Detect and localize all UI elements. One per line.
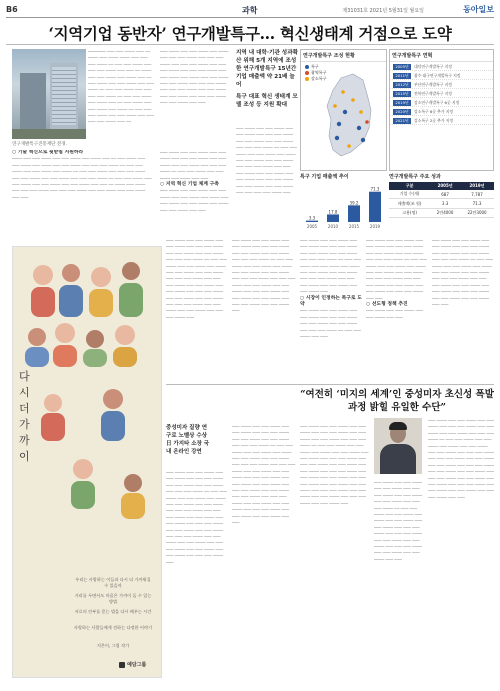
lede-line-1: 지역 내 대학·기관 성과확산 위해 5개 지역에 조성한 연구개발특구 15년간 기업 매출액 약 21배 늘어 — [236, 50, 299, 88]
timeline-title: 연구개발특구 연혁 — [390, 50, 493, 62]
timeline-year: 2011년 — [393, 73, 411, 79]
stats-table — [389, 182, 494, 218]
page-header — [6, 4, 494, 18]
bar — [306, 221, 318, 222]
publisher-name: 예담그룹 — [127, 662, 147, 668]
headline-divider — [6, 44, 494, 45]
stats-cell: 71.3 — [460, 199, 494, 208]
stats-row — [389, 208, 494, 217]
timeline-event: 광주·대구연구개발특구 지정 — [414, 73, 461, 78]
publisher-logo-icon — [119, 662, 125, 668]
ad-title-char: 이 — [19, 450, 30, 463]
ad-copy-1: 우리는 사랑하는 이들과 다시 더 가까워질 수 있을까 — [75, 577, 151, 588]
article-column-3: ─── ──── ─── ─── ──── ─── ─── ──── ─── ─── ─── ──── ─── ─── ──── ─── ─── ──── ─── ─── ─── ──── ── ─── ─── ──── ─── ─── ──── ─── ──── ─── ─── ──── ─── ─── ──── ─── ─── ─── ──── ─── ─── ─── ──── ─── ─── ──── ─── ─── ──── ─── ─── ─── ──── ─── ─── ──── ─── ─── ──── ─── ─── ─── ─── ──── ─── — [236, 126, 297, 196]
stats-cell: 고용(명) — [389, 208, 430, 217]
timeline-event: 대덕연구개발특구 지정 — [414, 64, 452, 69]
timeline-row — [390, 116, 493, 125]
interview-column-3: ─── ──── ─── ─── ──── ─── ─── ──── ─── ─── ─── ──── ─── ─── ──── ─── ─── ──── ─── ─── ─── ──── ── ─── ─── ──── ─── ─── ──── ─── ──── ─── ─── ──── ─── ─── ──── ─── ─── ─── ──── ─── ─── ─── ──── ─── ─── ──── ─── ─── ──── ─── ─── ─── ──── ─── ─── ──── ─── ─── ──── ─── ─── ─── ──── ─── ─── ──── ─── ─── ──── ─── ─── ─── ──── ─── ─── ──── ─── ─── ──── ─── ─── ─── ──── ─── ─── ──── ─── — [300, 424, 369, 506]
stats-header: 구분 — [389, 182, 430, 190]
section-name: 과학 — [242, 6, 258, 15]
x-tick-label: 2015 — [348, 224, 360, 229]
timeline-year: 2012년 — [393, 82, 411, 88]
ad-illustration-2 — [13, 373, 163, 573]
newspaper-logo: 동아일보 — [463, 4, 494, 14]
stats-row — [389, 199, 494, 208]
interview-headline: 중성미자 질량 연구로 노벨상 수상 日 가지타 소장 국내 온라인 강연 — [166, 425, 210, 455]
ad-illustration — [13, 247, 163, 367]
building-photo — [12, 49, 86, 139]
bar — [327, 214, 339, 222]
page-number: B6 — [6, 5, 18, 14]
article-column-2: ─── ──── ─── ─── ──── ─── ─── ──── ─── ─── ─── ──── ─── ─── ──── ─── ─── ──── ─── ─── ─── ──── ── ─── ─── ──── ─── ─── ──── ─── ──── ─── ─── ○ 지역 혁신 기업 체계 구축 ─── ──── ─── ─── ──── ─── ─── ──── ─── ─── ──── ─── ──── ─── ─── ──── ─── ─── ──── ─── ──── ─── ─── ──── ─── ─── — [160, 150, 232, 234]
stats-cell: 7,787 — [460, 190, 494, 199]
article-column-6: ─── ──── ─── ─── ──── ─── ─── ──── ─── ─── ─── ──── ─── ─── ──── ─── ─── ──── ─── ─── ─── ──── ── ─── ─── ──── ─── ─── ──── ─── ──── ─── ─── ──── ─── ─── ──── ─── ─── ─── ──── ─── ─── ─── ──── ─── ─── ──── ─── ─── ──── ─── ─── ─── ──── ─── ─── ──── ─── ─── ──── ─── ─── — [432, 238, 493, 308]
ad-publisher — [119, 661, 146, 668]
article-column-2-top: ─── ──── ─── ─── ──── ─── ──── ─── ─── ─── ──── ─── ─── ─── ──── ─── ─── ─── ──── ─── ─── ─── ──── ─── ─── ─── ──── ─── ─── ──── ─── ──── ─── ─── ──── ─── ─── ──── ─── ─── ─── ──── ─── ─── ─── ──── ─── ─── ──── ─── ─── ──── ─── ─── ─── ──── ─── ─── ──── ─── ─── — [160, 49, 229, 106]
article-column-8: ─── ──── ─── ─── ──── ─── ─── ──── ─── ─── ─── ──── ─── ─── ──── ─── ─── ──── ─── ─── ─── ──── ── ─── ─── ──── ─── ─── ──── ─── ──── ─── ─── ──── ─── ─── ──── ─── ─── ─── ──── ─── ─── ─── ──── ─── ─── ──── ─── ─── ──── ─── ─── ─── ──── ─── ─── ──── ─── ─── ──── ─── ─── ─── ──── ─── ─── ──── ─── — [232, 238, 296, 314]
section-divider — [166, 384, 494, 385]
ad-copy-2: 거리를 두면서도 마음은 가까이 둘 수 있는 방법 — [74, 593, 152, 604]
article-subhead-1: ○ 기술 혁신으로 뒷받침 지원하라 — [12, 150, 84, 155]
ad-author: 지은이, 그림 작가 — [96, 643, 130, 648]
scientist-portrait — [374, 418, 422, 474]
stats-cell: 기업 수(개) — [389, 190, 430, 199]
article-column-4: ─── ──── ─── ─── ──── ─── ─── ──── ─── ─── ─── ──── ─── ─── ──── ─── ─── ──── ─── ─── ─── ──── ── ─── ─── ──── ─── ─── ──── ─── ──── ─── ─── ──── ─── ─── ──── ─── ─── ─── ──── ─── ─── ─── ──── ─── ─── ──── ─── ─── ──── ─── ○ 시장이 인정하는 특구로 도약 ─── ──── ─── ─── ──── ─── ─── ──── ─── ─── ─── ──── ─── ─── ──── ─── ─── ──── ─── ─── ─── ──── ── ─── ─── ──── ─── ─── — [300, 238, 362, 340]
article-column-7: ─── ──── ─── ─── ──── ─── ─── ──── ─── ─── ─── ──── ─── ─── ──── ─── ─── ──── ─── ─── ─── ──── ── ─── ─── ──── ─── ─── ──── ─── ──── ─── ─── ──── ─── ─── ──── ─── ─── ─── ──── ─── ─── ─── ──── ─── ─── ──── ─── ─── ──── ─── ─── ─── ──── ─── ─── ──── ─── ─── ──── ─── ─── ─── ──── ─── ─── ──── ─── ─── ──── ─── ─── ─── ──── ─── — [166, 238, 227, 320]
ad-title-char: 더 — [19, 402, 30, 415]
timeline-event: 강소특구 6곳 추가 지정 — [414, 109, 454, 114]
timeline-list — [390, 62, 493, 125]
timeline-year: 2019년 — [393, 100, 411, 106]
x-tick-label: 2010 — [327, 224, 339, 229]
article-subhead-3: ○ 시장이 인정하는 특구로 도약 — [300, 295, 362, 308]
article-column-1b: ○ 기술 혁신으로 뒷받침 지원하라 ──── ─── ─── ──── ─── ─── ──── ─── ──── ─── ── ─── ──── ─── ─── ──── ─── ──── ─── ─── ──── ─── ─── ─── ──── ── ─── ─── ──── ─── ─── ──── ─── ──── ── ─── ─── ──── ─── ─── ─── ──── ─── ─── ──── ─── ─── ──── ─── ─── ─── ──── ── ─── ─── ──── ─── ─── ──── ─── ─── ──── ─── ─── ──── ─── ─── ── ──── ─── ──── ─── ─── ─── ──── ─── ─── ─── ──── ─── ─── ──── ─── ─── ──── ─── ─── — [12, 150, 154, 234]
article-subhead-2: ○ 지역 혁신 기업 체계 구축 — [160, 182, 219, 188]
ad-copy-4: 사랑하는 사람들에게 전하는 다정한 이야기 — [73, 625, 153, 630]
ad-copy-3: 서로의 안부를 묻는 법을 다시 배우는 시간 — [74, 609, 152, 614]
stats-cell: 2만4000 — [430, 208, 460, 217]
stats-cell: 687 — [430, 190, 460, 199]
legend-item: 광역특구 — [311, 70, 327, 75]
main-headline: ‘지역기업 동반자’ 연구개발특구… 혁신생태계 거점으로 도약 — [48, 24, 452, 43]
photo-caption: 연구개발특구진흥재단 전경. — [12, 142, 68, 147]
timeline-year: 2015년 — [393, 91, 411, 97]
ad-title-char: 까 — [19, 434, 30, 447]
korea-map-shape — [301, 50, 388, 170]
bar — [369, 192, 381, 222]
bar — [348, 205, 360, 222]
timeline-year: 2005년 — [393, 64, 411, 70]
bar-value-label: 71.3 — [370, 186, 380, 192]
stats-header: 2019년 — [460, 182, 494, 190]
timeline-row — [390, 62, 493, 71]
ad-title-char: 가 — [19, 418, 30, 431]
stats-cell: 3.3 — [430, 199, 460, 208]
timeline-row — [390, 80, 493, 89]
x-tick-label: 2019 — [369, 224, 381, 229]
performance-stats — [389, 173, 494, 233]
timeline-row — [390, 98, 493, 107]
article-column-5: ─── ──── ─── ─── ──── ─── ─── ──── ─── ─── ─── ──── ─── ─── ──── ─── ─── ──── ─── ─── ─── ──── ── ─── ─── ──── ─── ─── ──── ─── ──── ─── ─── ──── ─── ─── ──── ─── ─── ─── ──── ─── ─── ─── ──── ─── ─── ──── ─── ─── ──── ─── ─── ─── ──── ─── ─── ○ 선도형 정책 추진 ─── ──── ─── ─── ──── ─── ─── ──── ─── ─── — [366, 238, 427, 320]
x-tick-label: 2005 — [306, 224, 318, 229]
timeline-event: 전북연구개발특구 지정 — [414, 91, 452, 96]
bar-value-label: 3.3 — [308, 215, 316, 221]
interview-column-2: ─── ──── ─── ─── ──── ─── ─── ──── ─── ─── ─── ──── ─── ─── ──── ─── ─── ──── ─── ─── ─── ──── ── ─── ─── ──── ─── ─── ──── ─── ──── ─── ─── ──── ─── ─── ──── ─── ─── ─── ──── ─── ─── ─── ──── ─── ─── ──── ─── ─── ──── ─── ─── ─── ──── ─── ─── ──── ─── ─── ──── ─── ─── ─── ──── ─── ─── ──── ─── ─── ──── ─── ─── ─── ──── ─── ─── ──── ─── ─── ──── ─── ─── ─── ──── ─── ─── ──── ─── ─── ──── ─── ─── — [232, 424, 296, 526]
interview-column-5: ─── ──── ─── ─── ──── ─── ─── ──── ─── ─── ─── ──── ─── ─── ──── ─── ─── ──── ─── ─── ─── ──── ── ─── ─── ──── ─── ─── ──── ─── ──── ─── ─── ──── ─── ─── ──── ─── ─── ─── ──── ─── ─── ─── ──── ─── ─── ──── ─── ─── ──── ─── ─── ─── ──── ─── ─── ──── ─── ─── ──── ─── ─── — [374, 480, 423, 562]
timeline-year: 2020년 — [393, 109, 411, 115]
stats-title: 연구개발특구 주요 성과 — [389, 174, 441, 180]
map-title: 연구개발특구 조성 현황 — [301, 50, 386, 62]
timeline-year: 2021년 — [393, 118, 411, 124]
bar-value-label: 39.2 — [349, 200, 359, 206]
sales-bar-chart — [300, 182, 387, 230]
stats-cell: 22만3000 — [460, 208, 494, 217]
timeline-event: 강소연구개발특구 6곳 지정 — [414, 100, 460, 105]
bar-value-label: 17.8 — [328, 209, 338, 215]
pull-quote: “여전히 ‘미지의 세계’인 중성미자 초신성 폭발과정 밝힐 유일한 수단” — [300, 389, 494, 413]
article-subhead-4: ○ 선도형 정책 추진 — [366, 302, 408, 308]
interview-column-1: ─── ──── ─── ─── ──── ─── ─── ──── ─── ─── ─── ──── ─── ─── ──── ─── ─── ──── ─── ─── ─── ──── ── ─── ─── ──── ─── ─── ──── ─── ──── ─── ─── ──── ─── ─── ──── ─── ─── ─── ──── ─── ─── ─── ──── ─── ─── ──── ─── ─── ──── ─── ─── ─── ──── ─── ─── ──── ─── ─── ──── ─── ─── ─── ──── ─── ─── ──── ─── ─── ──── ─── ─── ─── ──── ─── ─── ──── ─── ─── ──── ─── ─── ─── ──── ─── — [166, 470, 227, 565]
lede-block — [236, 49, 298, 123]
book-advertisement — [12, 246, 162, 678]
legend-item: 특구 — [311, 64, 319, 69]
timeline-event: 강소특구 2곳 추가 지정 — [414, 118, 454, 123]
timeline-row — [390, 107, 493, 116]
timeline-event: 부산연구개발특구 지정 — [414, 82, 452, 87]
special-zone-map — [300, 49, 387, 171]
stats-cell: 매출액(조 원) — [389, 199, 430, 208]
ad-title-char: 시 — [19, 386, 30, 399]
interview-column-4: ─── ──── ─── ─── ──── ─── ─── ──── ─── ─── ─── ──── ─── ─── ──── ─── ─── ──── ─── ─── ─── ──── ── ─── ─── ──── ─── ─── ──── ─── ──── ─── ─── ──── ─── ─── ──── ─── ─── ─── ──── ─── ─── ─── ──── ─── ─── ──── ─── ─── ──── ─── ─── ─── ──── ─── ─── ──── ─── ─── ──── ─── ─── ─── ──── ─── ─── ──── ─── ─── ──── ─── ─── ─── ──── ─── ─── ──── ─── ─── ──── ─── ─── ─── ──── ─── ─── — [428, 418, 494, 500]
ad-title-char: 다 — [19, 370, 30, 383]
timeline-row — [390, 89, 493, 98]
legend-item: 강소특구 — [311, 76, 327, 81]
article-column-1: ─────── ─── ─── ──── ─── ── ──── ─── ──── ──── ─── ─── ─── ──── ── ─── ─── ──── ─── ─── ─── ──── ─── ─── ── ──── ─── ─── ──── ─── ──── ─── ── ─── ──── ─── ─── ──── ─── ─── ──── ── ─── ─── ──── ─── ─── ─── ─── ──── ── ─── ─── ──── ─── ──── ─── ── ─── ──── ─── ─── ──── ─── ──── ── ─── ─── ─── ──── ─── ─── ──── ─── ─── ─── ─── ──── ─── ── — [88, 49, 154, 125]
stats-row — [389, 190, 494, 199]
timeline-row — [390, 71, 493, 80]
lede-line-2: 특구 대표 혁신 생태계 모델 조성 등 지원 확대 — [236, 94, 298, 108]
chart-title: 특구 기업 매출액 추이 — [300, 174, 349, 180]
stats-header: 2005년 — [430, 182, 460, 190]
sales-chart — [300, 173, 387, 233]
issue-meta: 제31031호 2021년 5월31일 월요일 — [342, 8, 424, 14]
history-timeline — [389, 49, 494, 171]
